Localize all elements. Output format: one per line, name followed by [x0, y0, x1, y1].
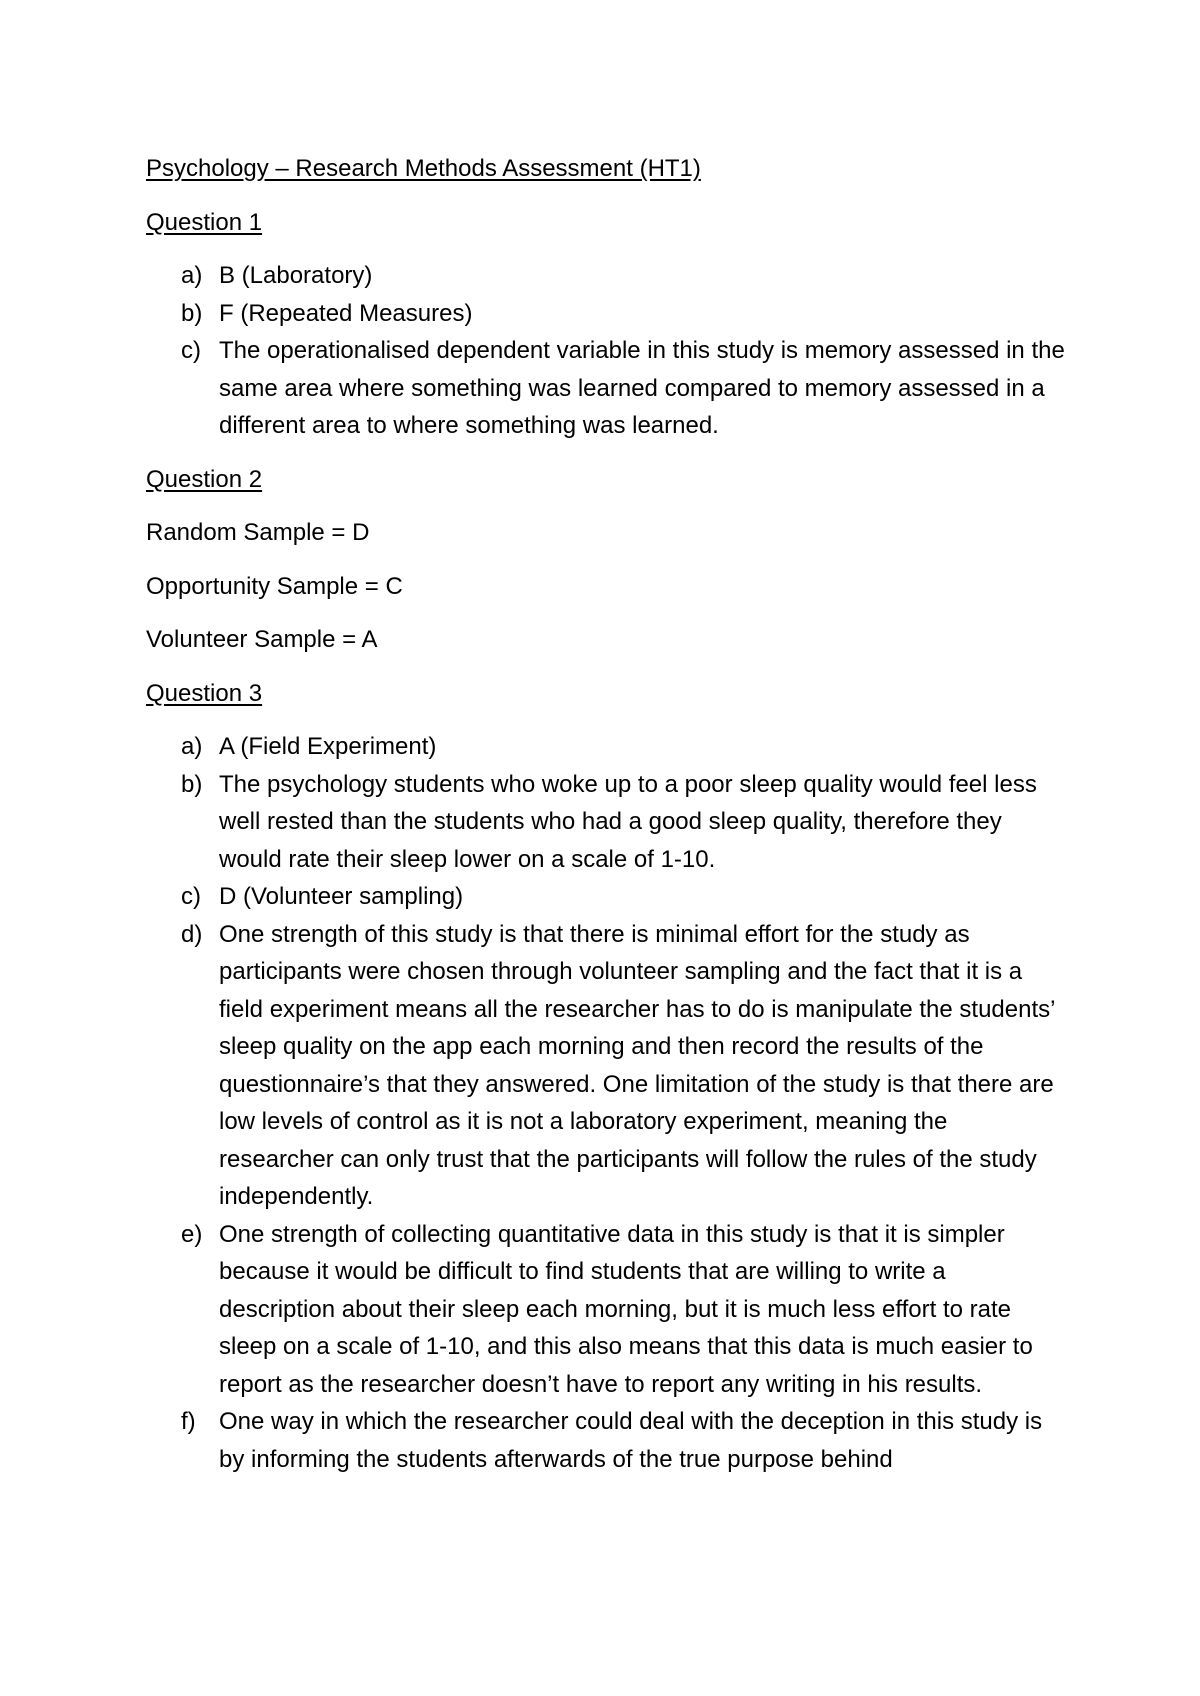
answer-marker: b)	[181, 299, 203, 327]
answer-item	[146, 766, 1066, 879]
document-body	[146, 150, 1066, 1494]
answer-item	[146, 916, 1066, 1216]
answer-text: The psychology students who woke up to a poor sleep quality would feel less well rested than the students who had a good sleep quality, therefore they would rate their sleep lower on a scale of 1-10.	[219, 770, 1037, 873]
answer-text: One strength of this study is that there is minimal effort for the study as participants were chosen through volunteer sampling and the fact that it is a field experiment means all the researcher has to do is manipulate the students’ sleep quality on the app each morning and then record the results of the questionnaire’s that they answered. One limitation of the study is that there are low levels of control as it is not a laboratory experiment, meaning the researcher can only trust that the participants will follow the rules of the study independently.	[219, 920, 1055, 1210]
answer-item	[146, 1403, 1066, 1478]
question-1-answers	[146, 257, 1066, 445]
answer-marker: e)	[181, 1220, 203, 1248]
answer-marker: a)	[181, 262, 203, 289]
random-sample-answer: Random Sample = D	[146, 519, 370, 546]
answer-text: One way in which the researcher could deal with the deception in this study is by informing the students afterwards of the true purpose behind	[219, 1408, 1043, 1473]
answer-item	[146, 257, 1066, 295]
answer-marker: a)	[181, 733, 203, 760]
question-2-heading: Question 2	[146, 465, 263, 493]
answer-marker: f)	[181, 1408, 196, 1435]
answer-marker: c)	[181, 883, 201, 910]
answer-marker: b)	[181, 770, 203, 798]
question-3-heading: Question 3	[146, 679, 263, 707]
answer-marker: d)	[181, 920, 203, 948]
answer-marker: c)	[181, 337, 201, 364]
answer-text: B (Laboratory)	[219, 262, 373, 289]
answer-text: The operationalised dependent variable in this study is memory assessed in the same area where something was learned compared to memory assessed in a different area to where something was learned.	[219, 337, 1065, 439]
question-1-heading: Question 1	[146, 208, 263, 236]
answer-text: F (Repeated Measures)	[219, 299, 473, 327]
question-3-answers	[146, 728, 1066, 1478]
answer-item	[146, 728, 1066, 766]
answer-text: D (Volunteer sampling)	[219, 883, 464, 910]
opportunity-sample-answer: Opportunity Sample = C	[146, 572, 403, 600]
volunteer-sample-answer: Volunteer Sample = A	[146, 626, 378, 653]
answer-item	[146, 295, 1066, 333]
answer-text: A (Field Experiment)	[219, 733, 437, 760]
answer-item	[146, 1216, 1066, 1404]
answer-item	[146, 878, 1066, 916]
answer-item	[146, 332, 1066, 445]
answer-text: One strength of collecting quantitative data in this study is that it is simpler because it would be difficult to find students that are willing to write a description about their sleep each morning, but it is much less effort to rate sleep on a scale of 1-10, and this also means that this data is much easier to report as the researcher doesn’t have to report any writing in his results.	[219, 1220, 1033, 1398]
document-title: Psychology – Research Methods Assessment (HT1)	[146, 155, 701, 182]
